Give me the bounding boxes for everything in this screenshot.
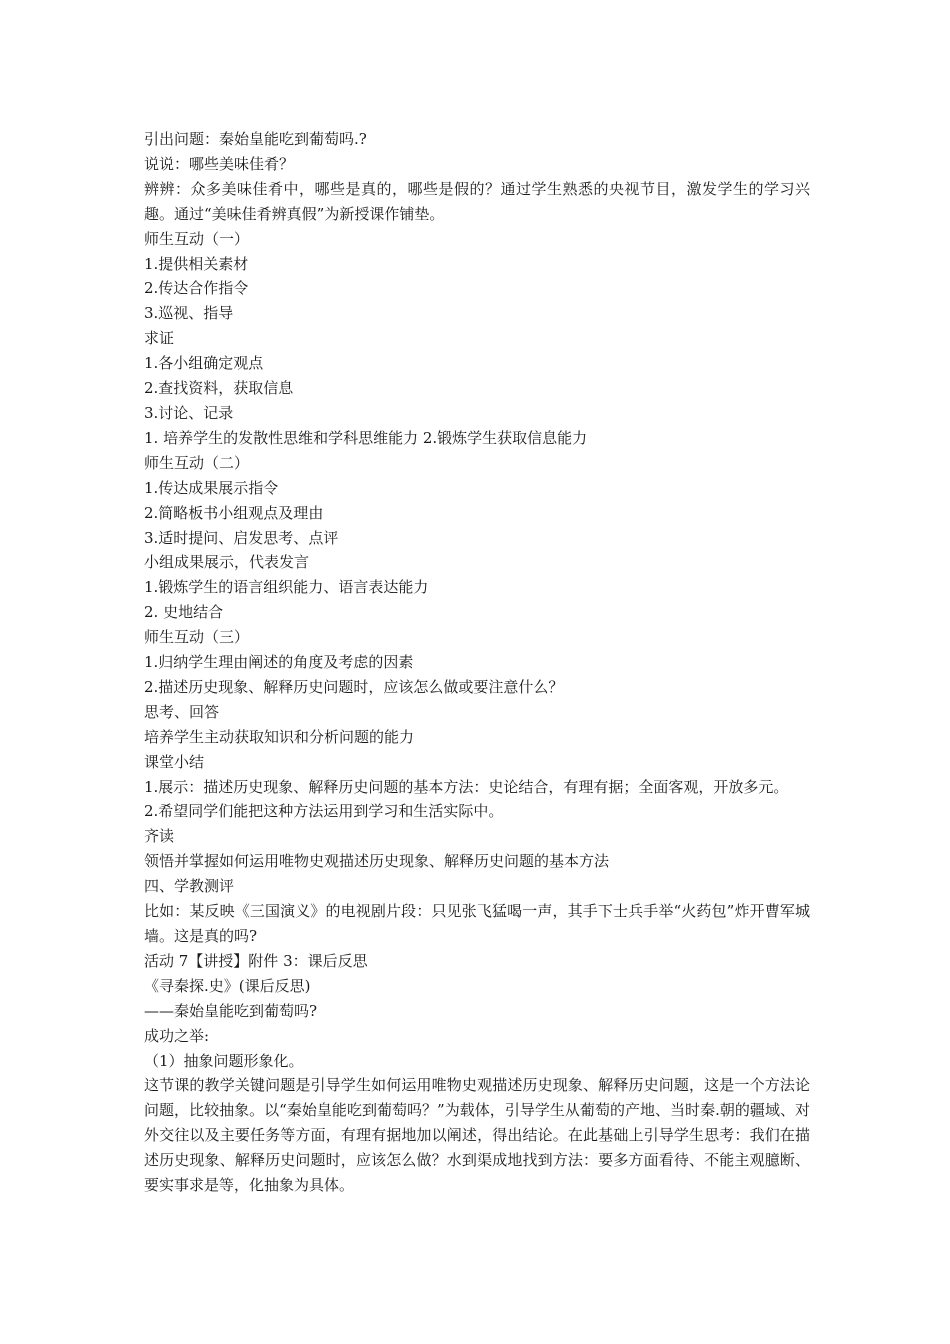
section-heading: 课堂小结: [144, 752, 205, 771]
section-heading: 四、学教测评: [144, 877, 235, 896]
list-item: 3.适时提问、启发思考、点评: [144, 528, 339, 547]
reflection-title: 《寻秦探.史》(课后反思): [144, 976, 311, 995]
text-paragraph: 比如：某反映《三国演义》的电视剧片段：只见张飞猛喝一声，其手下士兵手举“火药包”炸开曹军城墙。这是真的吗?: [144, 902, 810, 945]
section-heading: 求证: [144, 329, 175, 348]
section-heading: 师生互动（二）: [144, 453, 250, 472]
list-item: 2.简略板书小组观点及理由: [144, 503, 324, 522]
list-item: 2.查找资料，获取信息: [144, 379, 294, 398]
list-item: 3.讨论、记录: [144, 403, 234, 422]
text-line: 小组成果展示，代表发言: [144, 553, 310, 572]
section-heading: 成功之举:: [144, 1026, 210, 1045]
text-line: 1. 培养学生的发散性思维和学科思维能力 2.锻炼学生获取信息能力: [144, 428, 588, 447]
list-item: 3.巡视、指导: [144, 304, 234, 323]
document-page: [144, 127, 810, 1198]
list-item: 1.锻炼学生的语言组织能力、语言表达能力: [144, 578, 429, 597]
list-item: 1.归纳学生理由阐述的角度及考虑的因素: [144, 653, 414, 672]
list-item: 1.各小组确定观点: [144, 354, 264, 373]
section-heading: 师生互动（一）: [144, 229, 250, 248]
text-paragraph: 辨辨：众多美味佳肴中，哪些是真的，哪些是假的？通过学生熟悉的央视节目，激发学生的学习兴趣。通过“美味佳肴辨真假”为新授课作铺垫。: [144, 179, 810, 223]
section-heading: 师生互动（三）: [144, 628, 250, 647]
reflection-subtitle: ——秦始皇能吃到葡萄吗?: [144, 1001, 318, 1020]
list-item: 2.描述历史现象、解释历史问题时，应该怎么做或要注意什么？: [144, 677, 564, 696]
activity-heading: 活动 7【讲授】附件 3：课后反思: [144, 951, 368, 970]
text-line: 齐读: [144, 827, 175, 846]
text-line: 思考、回答: [144, 702, 220, 721]
text-line: 说说：哪些美味佳肴？: [144, 154, 295, 173]
text-line: 领悟并掌握如何运用唯物史观描述历史现象、解释历史问题的基本方法: [144, 852, 610, 871]
text-paragraph: 1.展示：描述历史现象、解释历史问题的基本方法：史论结合，有理有据；全面客观，开放多元。: [144, 777, 789, 796]
list-item: 1.传达成果展示指令: [144, 478, 279, 497]
list-item: 2.传达合作指令: [144, 279, 249, 298]
list-item: 2.希望同学们能把这种方法运用到学习和生活实际中。: [144, 802, 504, 821]
text-paragraph: 这节课的教学关键问题是引导学生如何运用唯物史观描述历史现象、解释历史问题，这是一个方法论问题，比较抽象。以“秦始皇能吃到葡萄吗？”为载体，引导学生从葡萄的产地、当时秦.朝的疆域、对外交往以及主要任务等方面，有理有据地加以阐述，得出结论。在此基础上引导学生思考：我们在描述历史现象、解释历史问题时，应该怎么做？水到渠成地找到方法：要多方面看待、不能主观臆断、要实事求是等，化抽象为具体。: [144, 1076, 810, 1195]
text-line: 培养学生主动获取知识和分析问题的能力: [144, 727, 415, 746]
text-line: 引出问题：秦始皇能吃到葡萄吗.?: [144, 130, 367, 148]
list-item: 1.提供相关素材: [144, 254, 249, 273]
list-item: 2. 史地结合: [144, 603, 224, 622]
list-item: （1）抽象问题形象化。: [144, 1051, 304, 1070]
